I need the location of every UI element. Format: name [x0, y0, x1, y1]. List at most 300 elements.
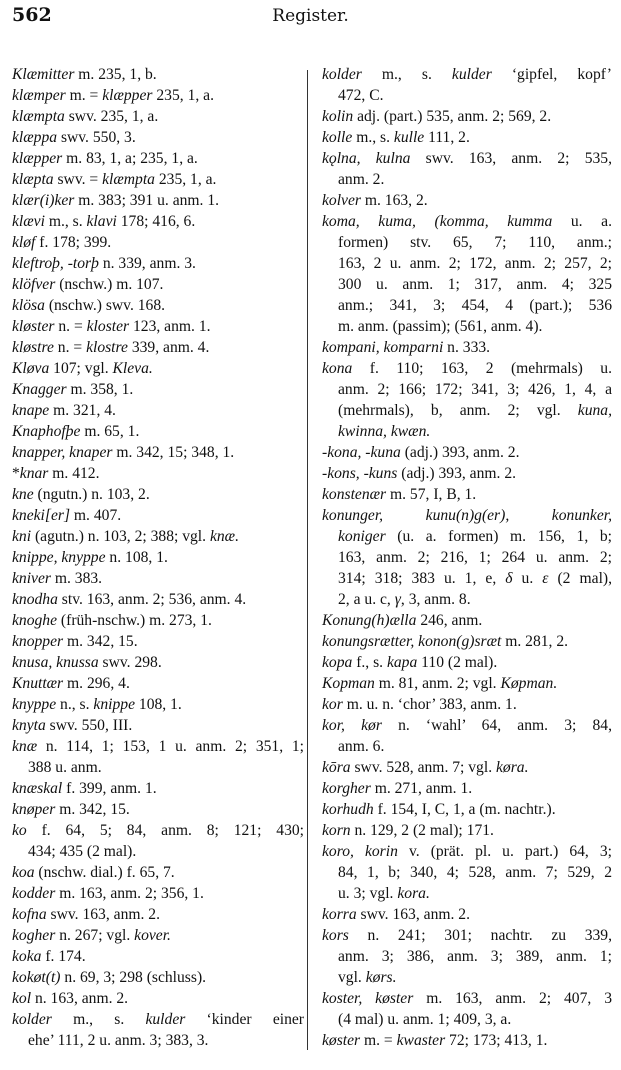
headword: kolder: [322, 66, 362, 83]
entry-text: 246, anm.: [416, 612, 483, 629]
register-entry: [322, 337, 612, 358]
register-entry: [12, 463, 304, 484]
headword: konungsrætter, konon(g)sræt: [322, 633, 502, 650]
entry-text: (nschw.) m. 107.: [55, 276, 164, 293]
entry-line: [322, 190, 612, 211]
headword: kor: [322, 696, 343, 713]
entry-line: [12, 883, 304, 904]
entry-text: v. (prät. pl. u. part.) 64, 3;: [397, 843, 612, 860]
entry-text: 107; vgl.: [49, 360, 113, 377]
entry-line: [12, 820, 304, 841]
entry-text: ehe’ 111, 2 u. anm. 3; 383, 3.: [28, 1032, 209, 1049]
entry-continuation-line: [322, 232, 612, 253]
headword: klæpper: [12, 150, 63, 167]
entry-line: [12, 400, 304, 421]
register-entry: [12, 127, 304, 148]
italic-reference: klæmpta: [102, 171, 155, 188]
register-entry: [322, 757, 612, 778]
entry-line: [12, 232, 304, 253]
register-entry: [322, 778, 612, 799]
headword: kolin: [322, 108, 354, 125]
register-entry: [12, 820, 304, 862]
entry-line: [322, 820, 612, 841]
entry-line: [12, 169, 304, 190]
entry-line: [322, 778, 612, 799]
entry-text: n. =: [53, 339, 87, 356]
entry-text: m. 163, 2.: [360, 192, 428, 209]
entry-line: [322, 484, 612, 505]
headword: klöfver: [12, 276, 56, 293]
entry-text: m. anm. (passim); (561, anm. 4).: [338, 318, 543, 335]
headword: koka: [12, 948, 42, 965]
entry-text: n. 339, anm. 3.: [98, 255, 196, 272]
register-entry: [12, 379, 304, 400]
register-entry: [322, 841, 612, 904]
headword: knyppe: [12, 696, 57, 713]
register-entry: [12, 589, 304, 610]
entry-line: [12, 442, 304, 463]
italic-reference: kwaster: [396, 1032, 446, 1049]
register-entry: [12, 190, 304, 211]
entry-line: [12, 1009, 304, 1030]
headword: knøper: [12, 801, 56, 818]
register-entry: [322, 925, 612, 988]
column-divider: [307, 70, 308, 1050]
entry-text: m. 342, 15.: [63, 633, 138, 650]
register-entry: [12, 106, 304, 127]
register-entry: [322, 463, 612, 484]
italic-reference: knar: [19, 465, 49, 482]
register-entry: [322, 652, 612, 673]
entry-line: [12, 736, 304, 757]
headword: kolle: [322, 129, 353, 146]
entry-text: f. 154, I, C, 1, a (m. nachtr.).: [373, 801, 556, 818]
entry-line: [12, 337, 304, 358]
entry-text: m., s.: [361, 66, 452, 83]
entry-line: [322, 463, 612, 484]
register-entry: [12, 526, 304, 547]
entry-text: swv. 298.: [98, 654, 162, 671]
headword: kodder: [12, 885, 56, 902]
entry-line: [12, 799, 304, 820]
headword: kompani, komparni: [322, 339, 444, 356]
entry-text: adj. (part.) 535, anm. 2; 569, 2.: [353, 108, 552, 125]
register-entry: [12, 967, 304, 988]
register-entry: [322, 211, 612, 337]
headword: kokøt(t): [12, 969, 61, 986]
register-entry: [322, 820, 612, 841]
headword: koma, kuma, (komma, kumma: [322, 213, 553, 230]
headword: kniver: [12, 570, 51, 587]
headword: konstenær: [322, 486, 387, 503]
entry-line: [322, 925, 612, 946]
entry-text: (adj.) 393, anm. 2.: [400, 444, 520, 461]
entry-text: (nschw.) swv. 168.: [44, 297, 166, 314]
entry-line: [12, 862, 304, 883]
entry-text: swv. 163, anm. 2.: [356, 906, 470, 923]
entry-line: [12, 211, 304, 232]
entry-text: , 3, anm. 8.: [400, 591, 471, 608]
headword: Klæmitter: [12, 66, 75, 83]
entry-text: m. 81, anm. 2; vgl.: [374, 675, 501, 692]
headword: kolver: [322, 192, 361, 209]
entry-text: 434; 435 (2 mal).: [28, 843, 137, 860]
entry-text: u. 3; vgl.: [338, 885, 398, 902]
headword: Kopman: [322, 675, 375, 692]
headword: Konung(h)ælla: [322, 612, 417, 629]
headword: knusa, knussa: [12, 654, 99, 671]
entry-continuation-line: [322, 883, 612, 904]
entry-text: 84, 1, b; 340, 4; 528, anm. 7; 529, 2: [338, 864, 612, 881]
entry-line: [12, 778, 304, 799]
entry-text: (mehrmals), b, anm. 2; vgl.: [338, 402, 578, 419]
entry-line: [322, 211, 612, 232]
entry-text: (ngutn.) n. 103, 2.: [33, 486, 150, 503]
italic-reference: kuna,: [577, 402, 612, 419]
entry-text: m., s.: [352, 129, 394, 146]
entry-line: [322, 610, 612, 631]
italic-reference: kulder: [145, 1011, 186, 1028]
entry-line: [12, 967, 304, 988]
register-entry: [12, 358, 304, 379]
entry-text: m., s.: [44, 213, 87, 230]
headword: kofna: [12, 906, 47, 923]
entry-text: m. 281, 2.: [501, 633, 569, 650]
register-entry: [12, 442, 304, 463]
headword: koro, korin: [322, 843, 398, 860]
entry-text: u. a.: [552, 213, 612, 230]
entry-text: m. =: [65, 87, 103, 104]
italic-reference: kora.: [397, 885, 430, 902]
entry-continuation-line: [322, 1009, 612, 1030]
entry-continuation-line: [12, 757, 304, 778]
entry-text: m. 342, 15.: [55, 801, 130, 818]
entry-text: anm.; 341, 3; 454, 4 (part.); 536: [338, 297, 612, 314]
headword: klæmper: [12, 87, 66, 104]
entry-text: (4 mal) u. anm. 1; 409, 3, a.: [338, 1011, 512, 1028]
entry-line: [322, 631, 612, 652]
register-entry: [322, 1030, 612, 1051]
page-number: 562: [12, 4, 52, 26]
entry-text: f. 178; 399.: [35, 234, 112, 251]
italic-reference: Køpman.: [500, 675, 558, 692]
entry-line: [12, 463, 304, 484]
entry-text: m. 412.: [48, 465, 100, 482]
entry-line: [12, 505, 304, 526]
entry-text: 178; 416, 6.: [116, 213, 196, 230]
entry-continuation-line: [322, 253, 612, 274]
entry-line: [322, 1030, 612, 1051]
entry-line: [322, 673, 612, 694]
entry-text: swv. 528, anm. 7; vgl.: [350, 759, 496, 776]
headword: kōra: [322, 759, 351, 776]
register-entry: [12, 694, 304, 715]
entry-line: [322, 505, 612, 526]
headword: knodha: [12, 591, 58, 608]
entry-text: u.: [512, 570, 543, 587]
register-entry: [322, 358, 612, 442]
entry-line: [12, 190, 304, 211]
register-entry: [322, 64, 612, 106]
register-entry: [12, 169, 304, 190]
entry-continuation-line: [12, 841, 304, 862]
register-entry: [322, 442, 612, 463]
register-entry: [322, 106, 612, 127]
entry-text: formen) stv. 65, 7; 110, anm.;: [338, 234, 612, 251]
entry-continuation-line: [322, 589, 612, 610]
headword: Knaphofþe: [12, 423, 81, 440]
entry-line: [12, 295, 304, 316]
register-entry: [12, 505, 304, 526]
entry-line: [12, 526, 304, 547]
entry-line: [12, 694, 304, 715]
italic-reference: γ: [394, 591, 401, 608]
entry-continuation-line: [12, 1030, 304, 1051]
italic-reference: kulder: [451, 66, 492, 83]
entry-line: [12, 106, 304, 127]
entry-line: [12, 589, 304, 610]
entry-text: m. 407.: [70, 507, 122, 524]
entry-line: [12, 715, 304, 736]
headword: kløstre: [12, 339, 54, 356]
register-entry: [322, 988, 612, 1030]
register-entry: [12, 862, 304, 883]
register-entry: [12, 925, 304, 946]
entry-continuation-line: [322, 421, 612, 442]
register-entry: [12, 904, 304, 925]
headword: knippe, knyppe: [12, 549, 106, 566]
headword: knæskal: [12, 780, 63, 797]
entry-text: 339, anm. 4.: [127, 339, 210, 356]
register-entry: [12, 232, 304, 253]
entry-text: f., s.: [352, 654, 387, 671]
entry-text: n. 108, 1.: [105, 549, 168, 566]
entry-text: m. 83, 1, a; 235, 1, a.: [62, 150, 198, 167]
register-entry: [322, 631, 612, 652]
register-entry: [322, 484, 612, 505]
entry-text: f. 399, anm. 1.: [62, 780, 157, 797]
entry-continuation-line: [322, 85, 612, 106]
italic-reference: knippe: [93, 696, 135, 713]
headword: kopa: [322, 654, 353, 671]
entry-text: n. 267; vgl.: [55, 927, 135, 944]
italic-reference: kapa: [386, 654, 418, 671]
entry-text: swv. 163, anm. 2; 535,: [410, 150, 612, 167]
register-entry: [322, 673, 612, 694]
register-entry: [12, 988, 304, 1009]
entry-text: 110 (2 mal).: [417, 654, 498, 671]
headword: Knagger: [12, 381, 67, 398]
entry-line: [12, 547, 304, 568]
headword: korra: [322, 906, 357, 923]
entry-text: anm. 6.: [338, 738, 385, 755]
entry-text: anm. 2.: [338, 171, 385, 188]
entry-text: n. 129, 2 (2 mal); 171.: [350, 822, 494, 839]
entry-text: (u. a. formen) m. 156, 1, b;: [385, 528, 612, 545]
headword: knyta: [12, 717, 46, 734]
entry-text: n. 163, anm. 2.: [31, 990, 129, 1007]
entry-text: (agutn.) n. 103, 2; 388; vgl.: [31, 528, 210, 545]
entry-line: [322, 442, 612, 463]
register-entry: [12, 1009, 304, 1051]
register-entry: [12, 799, 304, 820]
entry-continuation-line: [322, 379, 612, 400]
register-entry: [12, 211, 304, 232]
entry-text: m., s.: [51, 1011, 146, 1028]
register-entry: [12, 715, 304, 736]
entry-text: 111, 2.: [424, 129, 470, 146]
entry-text: 388 u. anm.: [28, 759, 102, 776]
headword: kol: [12, 990, 32, 1007]
register-entry: [12, 85, 304, 106]
entry-text: swv. 550, III.: [45, 717, 133, 734]
entry-line: [322, 715, 612, 736]
register-entry: [12, 274, 304, 295]
headword: knopper: [12, 633, 64, 650]
entry-text: *: [12, 465, 20, 482]
register-entry: [322, 505, 612, 610]
entry-text: m. 163, anm. 2; 407, 3: [413, 990, 612, 1007]
entry-continuation-line: [322, 400, 612, 421]
entry-line: [322, 757, 612, 778]
entry-text: (früh-nschw.) m. 273, 1.: [57, 612, 212, 629]
entry-text: swv. 235, 1, a.: [64, 108, 159, 125]
register-entry: [12, 547, 304, 568]
entry-line: [322, 652, 612, 673]
entry-text: 314; 318; 383 u. 1, e,: [338, 570, 506, 587]
register-entry: [12, 610, 304, 631]
register-entry: [322, 715, 612, 757]
entry-continuation-line: [322, 526, 612, 547]
register-entry: [322, 904, 612, 925]
entry-text: 108, 1.: [135, 696, 182, 713]
headword: klæmpta: [12, 108, 65, 125]
headword: køster: [322, 1032, 361, 1049]
running-head: Register.: [272, 6, 349, 26]
entry-text: anm. 2; 166; 172; 341, 3; 426, 1, 4, a: [338, 381, 612, 398]
entry-text: ‘kinder einer: [185, 1011, 304, 1028]
italic-reference: kørs.: [365, 969, 397, 986]
italic-reference: klæpper: [102, 87, 153, 104]
italic-reference: kwinna, kwæn.: [338, 423, 431, 440]
headword: Knuttær: [12, 675, 64, 692]
register-entry: [12, 337, 304, 358]
entry-line: [322, 148, 612, 169]
entry-continuation-line: [322, 568, 612, 589]
entry-continuation-line: [322, 169, 612, 190]
headword: kǫlna, kulna: [322, 150, 411, 167]
register-entry: [322, 610, 612, 631]
headword: klösa: [12, 297, 45, 314]
entry-continuation-line: [322, 946, 612, 967]
entry-line: [12, 379, 304, 400]
entry-text: n. 69, 3; 298 (schluss).: [60, 969, 207, 986]
headword: korhudh: [322, 801, 374, 818]
register-entry: [12, 736, 304, 778]
headword: kne: [12, 486, 34, 503]
entry-text: m. 296, 4.: [63, 675, 130, 692]
entry-text: ‘gipfel, kopf’: [491, 66, 612, 83]
headword: kneki[er]: [12, 507, 71, 524]
headword: klæpta: [12, 171, 54, 188]
register-entry: [12, 64, 304, 85]
headword: knæ: [12, 738, 38, 755]
headword: knoghe: [12, 612, 58, 629]
entry-line: [12, 148, 304, 169]
italic-reference: ε: [542, 570, 549, 587]
entry-continuation-line: [322, 547, 612, 568]
headword: kolder: [12, 1011, 52, 1028]
register-entry: [322, 694, 612, 715]
italic-reference: Kleva.: [112, 360, 153, 377]
entry-continuation-line: [322, 316, 612, 337]
entry-line: [12, 568, 304, 589]
register-entry: [322, 799, 612, 820]
entry-text: vgl.: [338, 969, 366, 986]
headword: korn: [322, 822, 351, 839]
headword: -kons, -kuns: [322, 465, 398, 482]
register-column-right: [322, 64, 612, 1051]
entry-line: [12, 946, 304, 967]
entry-line: [12, 127, 304, 148]
entry-line: [12, 253, 304, 274]
headword: koa: [12, 864, 35, 881]
headword: kløster: [12, 318, 55, 335]
entry-text: n. 333.: [443, 339, 491, 356]
entry-line: [322, 799, 612, 820]
entry-line: [12, 64, 304, 85]
entry-text: 72; 173; 413, 1.: [445, 1032, 548, 1049]
entry-continuation-line: [322, 862, 612, 883]
entry-text: n., s.: [56, 696, 94, 713]
register-entry: [12, 253, 304, 274]
italic-reference: klavi: [86, 213, 117, 230]
entry-text: f. 110; 163, 2 (mehrmals) u.: [352, 360, 612, 377]
entry-text: f. 64, 5; 84, anm. 8; 121; 430;: [26, 822, 304, 839]
entry-text: 163, anm. 2; 216, 1; 264 u. anm. 2;: [338, 549, 612, 566]
entry-text: m. 383; 391 u. anm. 1.: [74, 192, 220, 209]
entry-text: swv. =: [53, 171, 103, 188]
headword: klær(i)ker: [12, 192, 75, 209]
entry-line: [12, 652, 304, 673]
entry-text: m. 57, I, B, 1.: [386, 486, 477, 503]
italic-reference: kulle: [393, 129, 425, 146]
entry-text: anm. 3; 386, anm. 3; 389, anm. 1;: [338, 948, 612, 965]
italic-reference: δ: [505, 570, 513, 587]
headword: Kløva: [12, 360, 50, 377]
entry-text: (adj.) 393, anm. 2.: [397, 465, 517, 482]
register-entry: [12, 631, 304, 652]
entry-line: [322, 64, 612, 85]
register-entry: [322, 190, 612, 211]
entry-text: n. =: [54, 318, 87, 335]
entry-line: [12, 631, 304, 652]
entry-line: [12, 421, 304, 442]
entry-text: m. 235, 1, b.: [74, 66, 157, 83]
headword: knape: [12, 402, 50, 419]
entry-line: [322, 106, 612, 127]
entry-text: m. u. n. ‘chor’ 383, anm. 1.: [342, 696, 517, 713]
register-entry: [12, 316, 304, 337]
entry-text: 163, 2 u. anm. 2; 172, anm. 2; 257, 2;: [338, 255, 612, 272]
headword: koster, køster: [322, 990, 414, 1007]
entry-line: [12, 274, 304, 295]
italic-reference: knæ.: [209, 528, 239, 545]
headword: kona: [322, 360, 353, 377]
entry-continuation-line: [322, 736, 612, 757]
italic-reference: klostre: [86, 339, 128, 356]
entry-text: 472, C.: [338, 87, 384, 104]
